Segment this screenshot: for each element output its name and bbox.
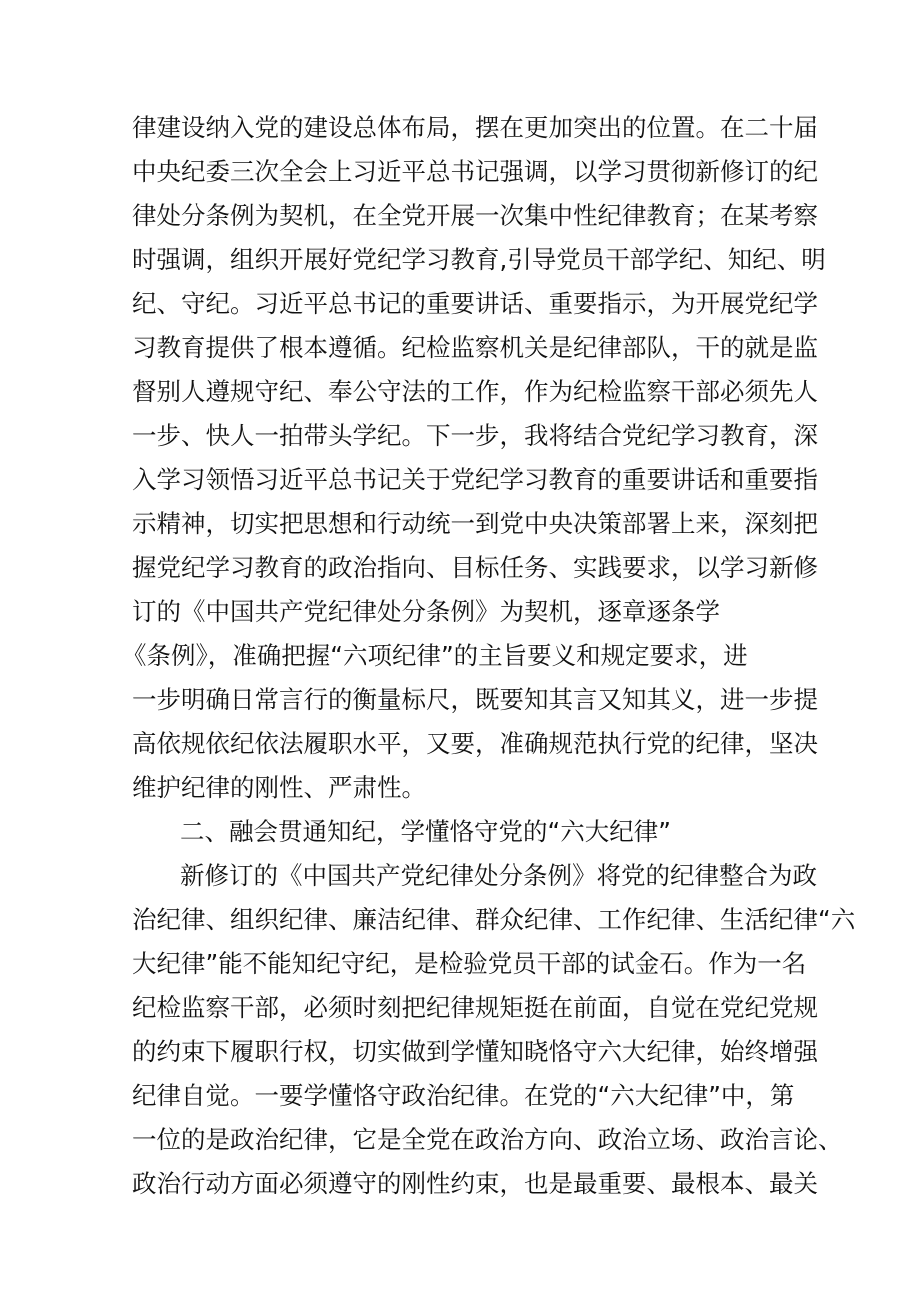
paragraph-2-line-3: 大纪律”能不能知纪守纪，是检验党员干部的试金石。作为一名 (132, 949, 807, 978)
paragraph-1-line-10: 示精神，切实把思想和行动统一到党中央决策部署上来，深刻把 (132, 509, 818, 538)
paragraph-1-line-1: 律建设纳入党的建设总体布局，摆在更加突出的位置。在二十届 (132, 113, 818, 142)
paragraph-1-line-5: 纪、守纪。习近平总书记的重要讲话、重要指示，为开展党纪学 (132, 289, 818, 318)
paragraph-2-line-8: 政治行动方面必须遵守的刚性约束，也是最重要、最根本、最关 (132, 1169, 818, 1198)
paragraph-2-line-7: 一位的是政治纪律，它是全党在政治方向、政治立场、政治言论、 (132, 1125, 843, 1154)
paragraph-2-line-5: 的约束下履职行权，切实做到学懂知晓恪守六大纪律，始终增强 (132, 1037, 818, 1066)
paragraph-2-line-1: 新修订的《中国共产党纪律处分条例》将党的纪律整合为政 (180, 861, 817, 890)
section-heading: 二、融会贯通知纪，学懂恪守党的“六大纪律” (180, 817, 671, 846)
paragraph-1-line-13: 《条例》，准确把握“六项纪律”的主旨要义和规定要求，进 (122, 641, 748, 670)
paragraph-1-line-15: 高依规依纪依法履职水平，又要，准确规范执行党的纪律，坚决 (132, 729, 818, 758)
paragraph-1-line-9: 入学习领悟习近平总书记关于党纪学习教育的重要讲话和重要指 (132, 465, 818, 494)
paragraph-2-line-2: 治纪律、组织纪律、廉洁纪律、群众纪律、工作纪律、生活纪律“六 (132, 905, 856, 934)
paragraph-1-line-12: 订的《中国共产党纪律处分条例》为契机，逐章逐条学 (132, 597, 720, 626)
paragraph-1-line-8: 一步、快人一拍带头学纪。下一步，我将结合党纪学习教育，深 (132, 421, 818, 450)
paragraph-1-line-4: 时强调，组织开展好党纪学习教育,引导党员干部学纪、知纪、明 (132, 245, 826, 274)
paragraph-1-line-3: 律处分条例为契机，在全党开展一次集中性纪律教育；在某考察 (132, 201, 818, 230)
paragraph-1-line-6: 习教育提供了根本遵循。纪检监察机关是纪律部队，干的就是监 (132, 333, 818, 362)
paragraph-1-line-11: 握党纪学习教育的政治指向、目标任务、实践要求，以学习新修 (132, 553, 818, 582)
paragraph-1-line-16: 维护纪律的刚性、严肃性。 (132, 773, 426, 802)
paragraph-1-line-2: 中央纪委三次全会上习近平总书记强调，以学习贯彻新修订的纪 (132, 157, 818, 186)
paragraph-2-line-6: 纪律自觉。一要学懂恪守政治纪律。在党的“六大纪律”中，第 (132, 1081, 795, 1110)
paragraph-2-line-4: 纪检监察干部，必须时刻把纪律规矩挺在前面，自觉在党纪党规 (132, 993, 818, 1022)
paragraph-1-line-14: 一步明确日常言行的衡量标尺，既要知其言又知其义，进一步提 (132, 685, 818, 714)
paragraph-1-line-7: 督别人遵规守纪、奉公守法的工作，作为纪检监察干部必须先人 (132, 377, 818, 406)
